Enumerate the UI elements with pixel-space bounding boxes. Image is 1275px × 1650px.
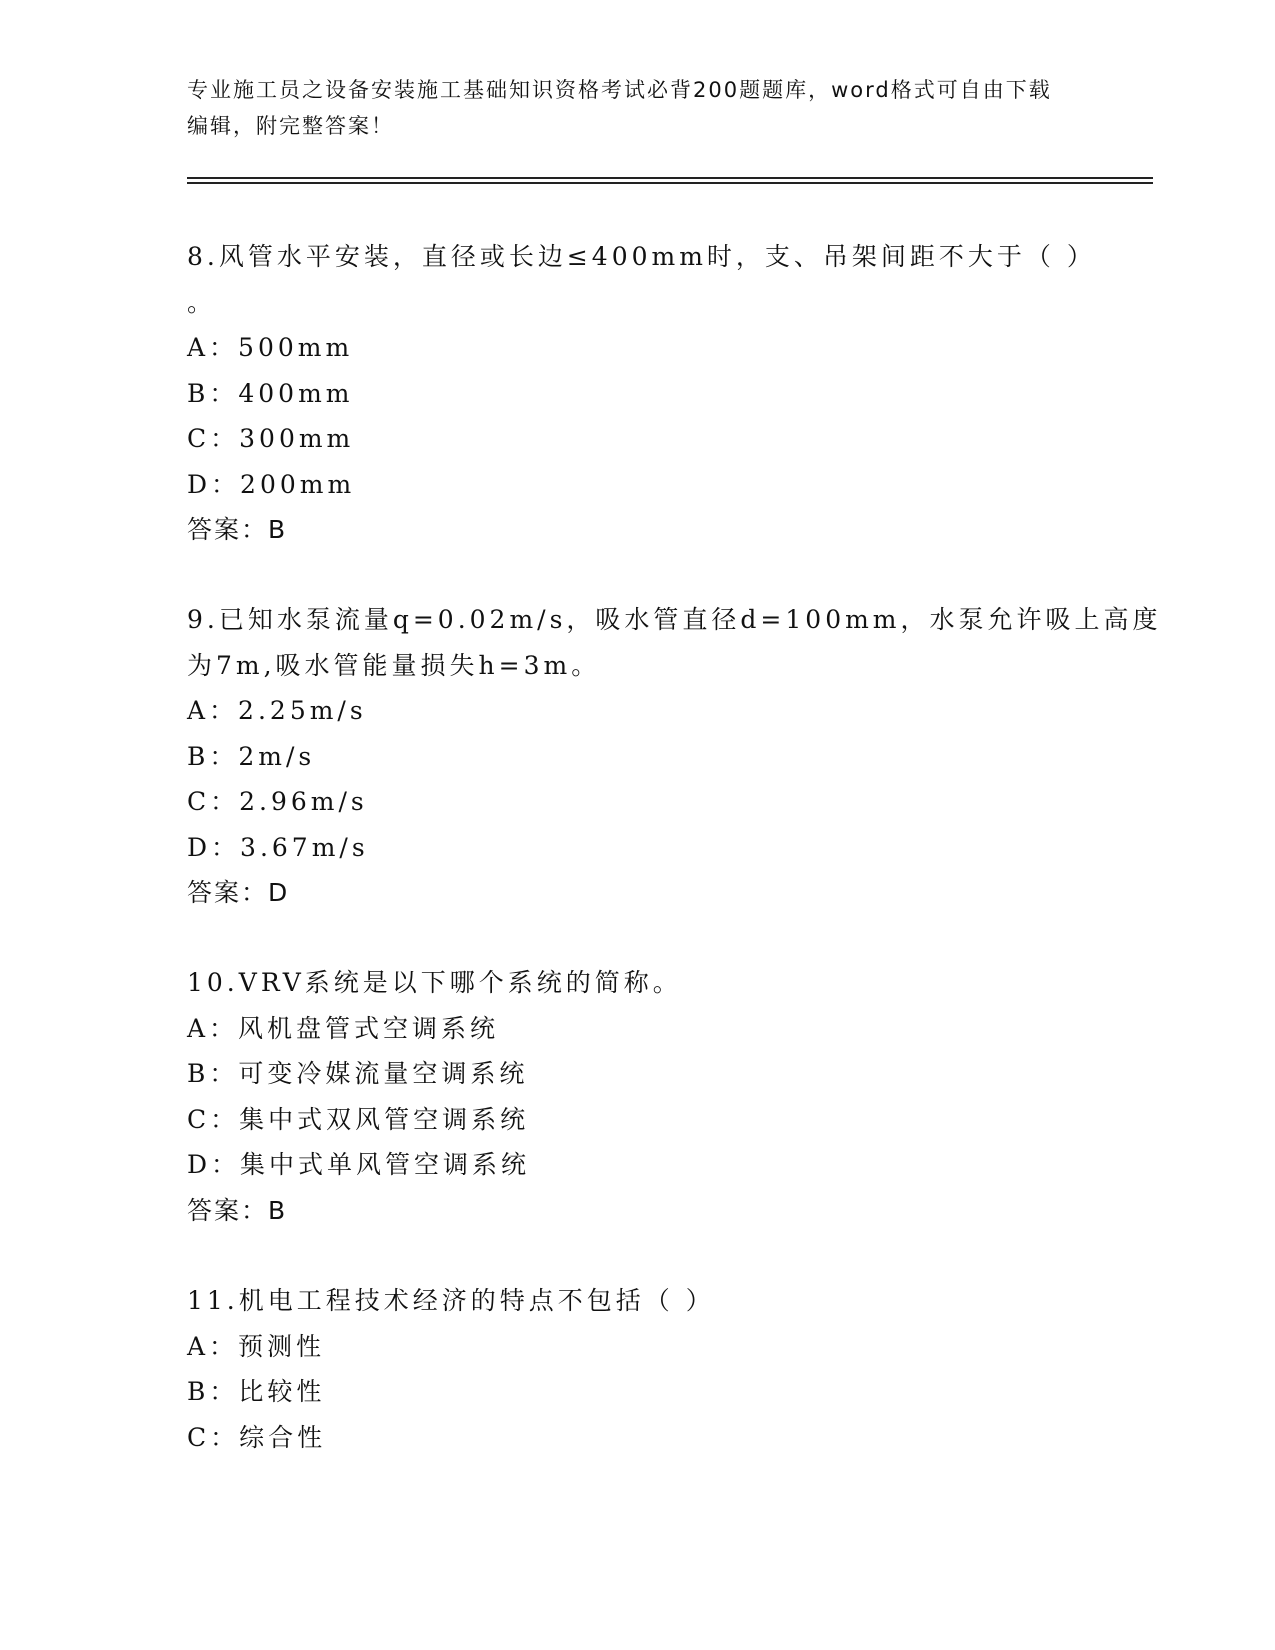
question-9 — [187, 597, 1162, 916]
question-stem: 9.已知水泵流量q=0.02m/s，吸水管直径d=100mm，水泵允许吸上高度 — [187, 605, 1162, 634]
question-stem-continued: 为7m,吸水管能量损失h=3m。 — [187, 650, 601, 680]
option-d: D：集中式单风管空调系统 — [187, 1150, 531, 1179]
question-10 — [187, 960, 1087, 1233]
header-divider-top — [187, 177, 1153, 179]
question-11 — [187, 1278, 1087, 1460]
answer: 答案：B — [187, 515, 288, 544]
question-stem: 8.风管水平安装，直径或长边≤400mm时，支、吊架间距不大于（ ） — [187, 242, 1096, 271]
option-a: A：预测性 — [187, 1331, 326, 1361]
option-c: C：300mm — [187, 424, 355, 453]
option-d: D：200mm — [187, 469, 356, 499]
question-8 — [187, 234, 1096, 553]
option-d: D：3.67m/s — [187, 832, 369, 862]
option-c: C：2.96m/s — [187, 787, 368, 816]
option-a: A：风机盘管式空调系统 — [187, 1013, 500, 1043]
option-b: B：400mm — [187, 378, 354, 408]
option-c: C：集中式双风管空调系统 — [187, 1104, 530, 1134]
answer: 答案：B — [187, 1195, 288, 1225]
option-a: A：500mm — [187, 333, 354, 362]
header-divider-bottom — [187, 182, 1153, 184]
question-stem: 10.VRV系统是以下哪个系统的简称。 — [187, 968, 682, 997]
option-c: C：综合性 — [187, 1422, 327, 1452]
answer: 答案：D — [187, 878, 290, 907]
document-header: 专业施工员之设备安装施工基础知识资格考试必背200题题库，word格式可自由下载编辑，附完整答案！ — [187, 78, 1052, 138]
option-b: B：2m/s — [187, 741, 316, 771]
question-stem: 11.机电工程技术经济的特点不包括（ ） — [187, 1286, 715, 1315]
question-stem-continued: 。 — [187, 287, 217, 317]
option-a: A：2.25m/s — [187, 696, 367, 725]
option-b: B：比较性 — [187, 1377, 326, 1406]
option-b: B：可变冷媒流量空调系统 — [187, 1059, 529, 1088]
